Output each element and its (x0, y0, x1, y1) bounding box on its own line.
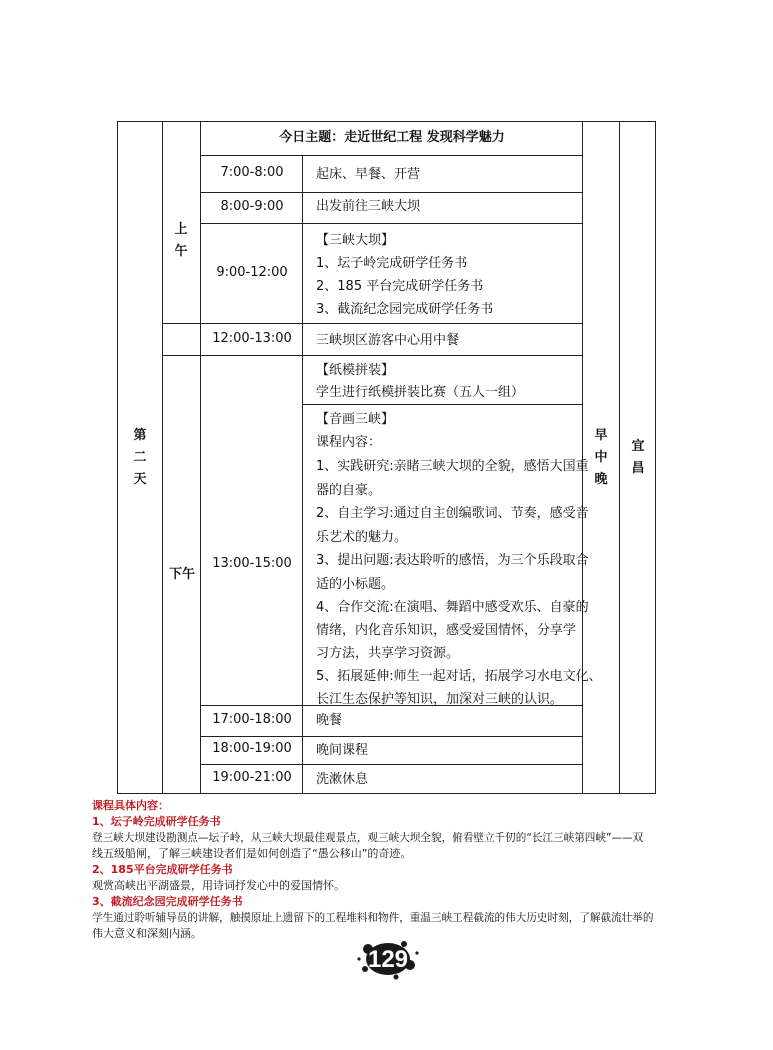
page-number (356, 935, 420, 981)
city-label: 宜 昌 (631, 439, 645, 476)
activity-line: 【三峡大坝】 (316, 233, 395, 248)
activity-line: 习方法，共享学习资源。 (316, 646, 460, 661)
activity-cell: 晚间课程 (316, 743, 369, 758)
activity-line: 适的小标题。 (316, 577, 395, 592)
activity-cell: 出发前往三峡大坝 (316, 199, 421, 214)
activity-line: 4、合作交流:在演唱、舞蹈中感受欢乐、自豪的 (316, 600, 589, 615)
activity-line: 【音画三峡】 (316, 412, 395, 427)
notes-item-title: 3、截流纪念园完成研学任务书 (92, 895, 243, 908)
activity-line: 3、截流纪念园完成研学任务书 (316, 302, 494, 317)
activity-line: 2、自主学习:通过自主创编歌词、节奏，感受音 (316, 506, 589, 521)
activity-line: 【纸模拼装】 (316, 363, 395, 378)
notes-item-title: 1、坛子岭完成研学任务书 (92, 815, 221, 828)
notes-text: 学生通过聆听辅导员的讲解，触摸原址上遗留下的工程堆料和物件，重温三峡工程截流的伟大历史时刻，了解截流壮举的 (92, 912, 654, 924)
time-cell: 18:00-19:00 (212, 741, 292, 756)
activity-line: 长江生态保护等知识，加深对三峡的认识。 (316, 692, 564, 707)
activity-line: 课程内容： (316, 435, 382, 450)
activity-line: 学生进行纸模拼装比赛（五人一组） (316, 385, 525, 400)
activity-line: 情绪，内化音乐知识，感受爱国情怀，分享学 (316, 623, 577, 638)
time-cell: 9:00-12:00 (216, 265, 288, 280)
activity-line: 2、185 平台完成研学任务书 (316, 279, 484, 294)
notes-text: 伟大意义和深刻内涵。 (92, 927, 202, 940)
day-label: 第 二 天 (133, 428, 147, 487)
meal-label: 早 中 晚 (594, 428, 608, 487)
time-cell: 12:00-13:00 (212, 331, 292, 346)
activity-cell: 晚餐 (316, 713, 343, 728)
time-cell: 19:00-21:00 (212, 770, 292, 785)
time-cell: 13:00-15:00 (212, 556, 292, 571)
activity-line: 1、实践研究:亲睹三峡大坝的全貌，感悟大国重 (316, 459, 589, 474)
notes-text: 观赏高峡出平湖盛景，用诗词抒发心中的爱国情怀。 (92, 879, 345, 892)
morning-label: 上 午 (174, 222, 188, 259)
afternoon-label: 下午 (169, 567, 196, 582)
activity-line: 5、拓展延伸:师生一起对话，拓展学习水电文化、 (316, 669, 602, 684)
notes-heading: 课程具体内容： (92, 799, 169, 812)
notes-text: 线五级船闸，了解三峡建设者们是如何创造了“愚公移山”的奇迹。 (92, 847, 412, 860)
time-cell: 8:00-9:00 (220, 199, 284, 214)
activity-cell: 三峡坝区游客中心用中餐 (316, 333, 460, 348)
notes-text: 登三峡大坝建设勘测点—坛子岭，从三峡大坝最佳观景点，观三峡大坝全貌，俯看壁立千仞的“长江三峡第四峡”——双 (92, 832, 644, 844)
activity-line: 器的自豪。 (316, 483, 382, 498)
activity-line: 乐艺术的魅力。 (316, 530, 408, 545)
time-cell: 17:00-18:00 (212, 712, 292, 727)
activity-cell: 洗漱休息 (316, 772, 369, 787)
activity-cell: 起床、早餐、开营 (316, 167, 421, 182)
theme-title: 今日主题：走近世纪工程 发现科学魅力 (279, 130, 505, 145)
activity-line: 3、提出问题:表达聆听的感悟，为三个乐段取合 (316, 553, 589, 568)
notes-item-title: 2、185平台完成研学任务书 (92, 863, 233, 876)
ink-splash-icon (356, 935, 420, 981)
time-cell: 7:00-8:00 (220, 165, 284, 180)
page-number-text: 129 (367, 946, 409, 973)
course-notes (92, 798, 692, 942)
activity-line: 1、坛子岭完成研学任务书 (316, 256, 468, 271)
